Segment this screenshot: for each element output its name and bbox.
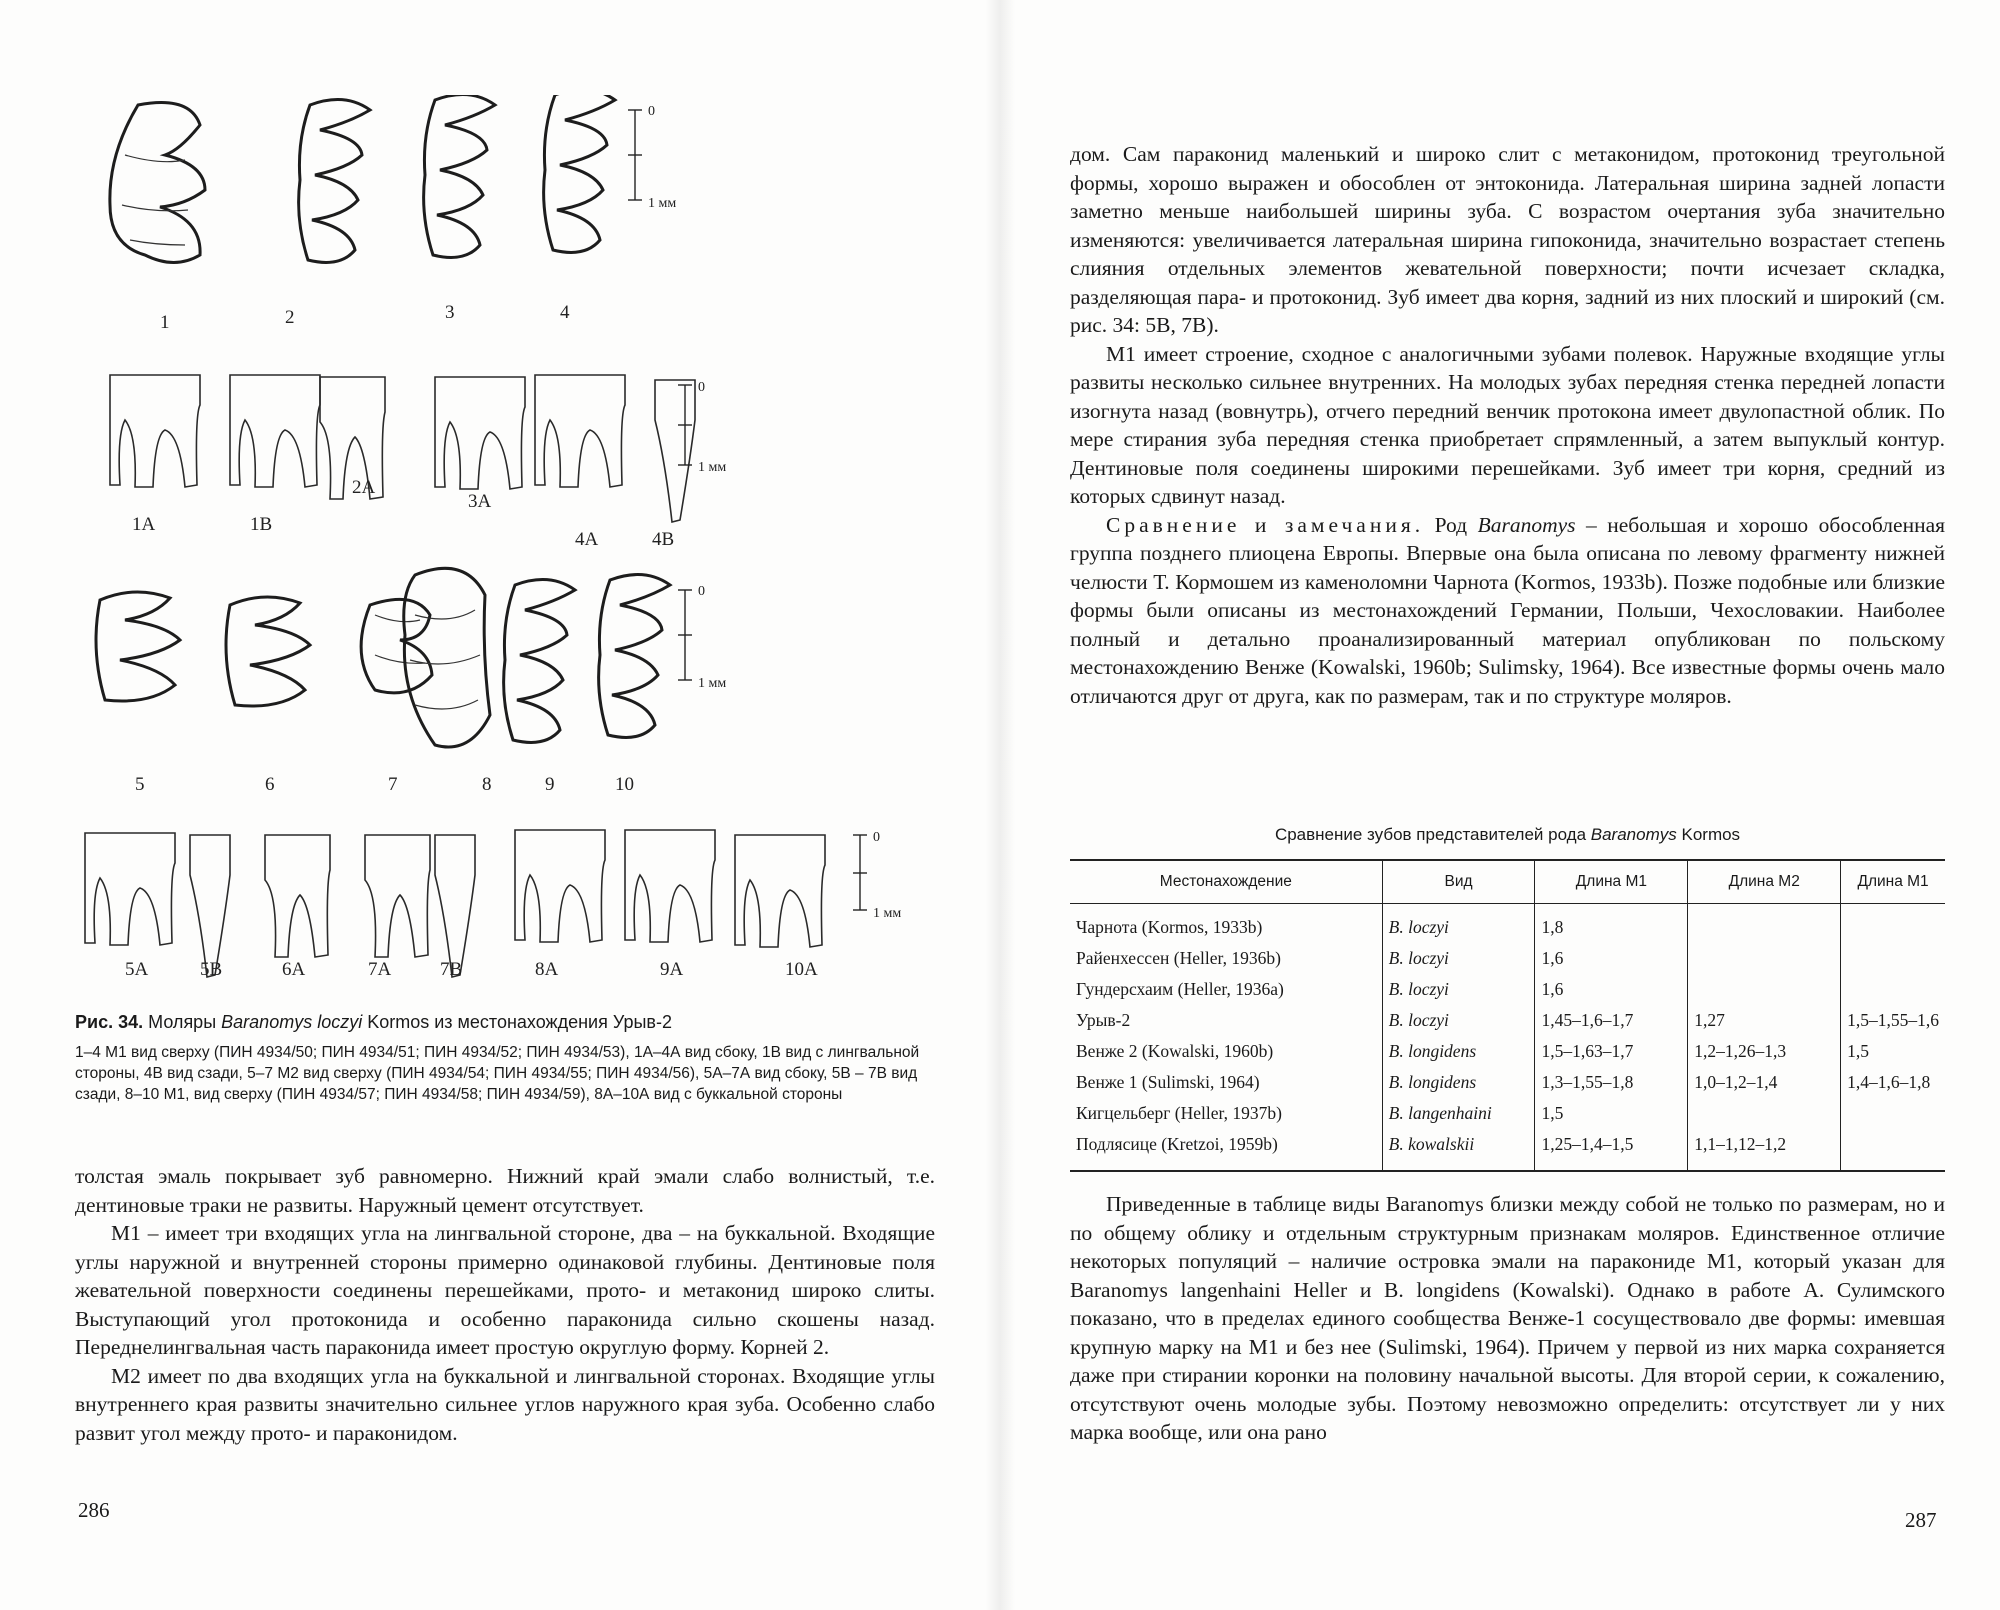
tooth-8A-buccal [515, 830, 605, 942]
figure-34 [70, 95, 950, 995]
table-cell: 1,2–1,26–1,3 [1688, 1036, 1841, 1067]
table-cell [1688, 974, 1841, 1005]
tooth-10-occlusal [599, 575, 670, 738]
tooth-4-occlusal [544, 95, 615, 252]
right-body-text-bottom [1070, 1190, 1945, 1447]
tooth-5A-side [85, 833, 175, 945]
table-cell: 1,4–1,6–1,8 [1841, 1067, 1945, 1098]
comparison-heading: Сравнение и замечания. [1106, 512, 1425, 537]
figure-label: 2 [285, 307, 295, 328]
comparison-table-block [1070, 825, 1945, 1172]
table-cell [1688, 1098, 1841, 1129]
tooth-1-occlusal [110, 103, 205, 263]
caption-title-rest: Kormos из местонахождения Урыв-2 [367, 1012, 672, 1032]
scale-bar-4 [853, 835, 867, 910]
figure-label: 5 [135, 774, 145, 795]
scale-label-zero-1: 0 [648, 104, 655, 119]
table-cell: 1,5–1,63–1,7 [1535, 1036, 1688, 1067]
column-header: Вид [1382, 860, 1535, 904]
species-name: B. kowalskii [1388, 1134, 1475, 1154]
species-name: B. loczyi [1388, 917, 1449, 937]
table-cell [1841, 1129, 1945, 1171]
table-row [1070, 1067, 1945, 1098]
table-cell: 1,5 [1535, 1098, 1688, 1129]
tooth-7-occlusal [361, 599, 432, 692]
table-title [1070, 825, 1945, 845]
comparison-table [1070, 859, 1945, 1172]
table-cell: Венже 2 (Kowalski, 1960b) [1076, 1041, 1274, 1061]
tooth-4A-side [535, 375, 625, 487]
page-number-right: 287 [1905, 1508, 1937, 1532]
tooth-10A-buccal [735, 835, 825, 947]
figure-label: 7B [440, 959, 463, 980]
table-row [1070, 943, 1945, 974]
column-header: Длина M2 [1688, 860, 1841, 904]
figure-label: 8A [535, 959, 559, 980]
scale-label-mm-4: 1 мм [873, 906, 902, 921]
tooth-1A-side [110, 375, 200, 487]
page-number-left: 286 [78, 1498, 110, 1522]
caption-body: 1–4 M1 вид сверху (ПИН 4934/50; ПИН 4934/51; ПИН 4934/52; ПИН 4934/53), 1А–4А вид сбоку, 1В вид с лингвальной стороны, 4В вид сзади, 5–7 M2 вид сверху (ПИН 4934/54; ПИН 4934/55; ПИН 4934/56), 5А–7А вид сбоку, 5В – 7В вид сзади, 8–10 M1, вид сверху (ПИН 4934/57; ПИН 4934/58; ПИН 4934/59), 8А–10А вид с буккальной стороны [75, 1044, 920, 1103]
paragraph: M1 – имеет три входящих угла на лингвальной стороне, два – на буккальной. Входящие углы наружной и внутренней стороны примерно одинаковой глубины. Дентиновые поля жевательной поверхности соединены перешейками, прото- и метаконид широко слиты. Выступающий угол протоконида и особенно параконида сильно скошены назад. Переднелингвальная часть параконида имеет простую округлую форму. Корней 2. [75, 1221, 935, 1359]
species-name: B. langenhaini [1388, 1103, 1492, 1123]
scale-label-mm-1: 1 мм [648, 196, 677, 211]
paragraph: дом. Сам параконид маленький и широко слит с метаконидом, протоконид треугольной формы, хорошо выражен и обособлен от энтоконида. Латеральная ширина задней лопасти заметно меньше наибольшей ширины зуба. С возрастом очертания зуба значительно изменяются: увеличивается латеральная ширина гипоконида, значительно возрастает степень слияния отдельных элементов жевательной поверхности; почти исчезает складка, разделяющая пара- и протоконид. Зуб имеет два корня, задний из них плоский и широкий (см. рис. 34: 5В, 7В). [1070, 142, 1945, 337]
table-cell: 1,5–1,55–1,6 [1841, 1005, 1945, 1036]
table-row [1070, 1005, 1945, 1036]
table-cell: 1,3–1,55–1,8 [1535, 1067, 1688, 1098]
table-cell [1382, 1067, 1535, 1098]
figure-label: 8 [482, 774, 492, 795]
figure-label: 7 [388, 774, 398, 795]
species-name: B. loczyi [1388, 1010, 1449, 1030]
table-cell: 1,45–1,6–1,7 [1535, 1005, 1688, 1036]
paragraph: Приведенные в таблице виды Baranomys близки между собой не только по размерам, но и по общему облику и отдельным структурным признакам моляров. Единственное отличие некоторых популяций – наличие островка эмали на паракониде M1, который указан для Baranomys langenhaini Heller и B. longidens (Kowalski). Однако в работе А. Сулимского показано, что в пределах единого сообщества Венже-1 сосуществовало две формы: имевшая крупную марку на M1 и без нее (Sulimski, 1964). Причем у первой из них марка сохраняется даже при стирании коронки на половину начальной высоты. Для второй серии, к сожалению, отсутствуют очень молодые зубы. Поэтому невозможно определить: отсутствует ли у них марка вообще, или она рано [1070, 1192, 1945, 1444]
figure-caption [75, 1010, 935, 1105]
figure-label: 5A [125, 959, 149, 980]
table-cell: Райенхессен (Heller, 1936b) [1076, 948, 1281, 968]
scale-label-zero-2: 0 [698, 380, 705, 395]
table-cell [1382, 904, 1535, 944]
caption-figure-number: Рис. 34. [75, 1012, 144, 1032]
table-cell [1841, 904, 1945, 944]
table-row [1070, 974, 1945, 1005]
right-page [1010, 0, 2000, 1610]
table-cell [1382, 1005, 1535, 1036]
table-title-author: Kormos [1681, 825, 1741, 844]
table-cell: 1,1–1,12–1,2 [1688, 1129, 1841, 1171]
figure-label: 7A [368, 959, 392, 980]
species-name: B. loczyi [1388, 948, 1449, 968]
scale-label-zero-3: 0 [698, 584, 705, 599]
table-cell: 1,27 [1688, 1005, 1841, 1036]
table-cell: Чарнота (Kormos, 1933b) [1076, 917, 1263, 937]
right-body-text-top [1070, 140, 1945, 710]
tooth-1B-lingual [230, 375, 320, 487]
table-cell [1382, 1098, 1535, 1129]
tooth-6A-side [265, 835, 330, 957]
table-title-genus: Baranomys [1590, 825, 1677, 844]
species-name: B. longidens [1388, 1041, 1477, 1061]
table-cell: 1,0–1,2–1,4 [1688, 1067, 1841, 1098]
column-header: Длина M1 [1841, 860, 1945, 904]
table-cell: Урыв-2 [1076, 1010, 1131, 1030]
figure-label: 1A [132, 514, 156, 535]
tooth-3A-side [435, 377, 525, 489]
tooth-8-occlusal [404, 568, 490, 747]
table-cell: 1,8 [1535, 904, 1688, 944]
table-row [1070, 1129, 1945, 1171]
figure-label: 9 [545, 774, 555, 795]
comparison-genus: Baranomys [1477, 512, 1576, 537]
tooth-3-occlusal [424, 95, 495, 257]
paragraph: толстая эмаль покрывает зуб равномерно. Нижний край эмали слабо волнистый, т.е. дентиновые траки не развиты. Наружный цемент отсутствует. [75, 1164, 935, 1217]
column-header: Местонахождение [1070, 860, 1382, 904]
scale-bar-3 [678, 590, 692, 680]
table-cell [1382, 974, 1535, 1005]
table-cell [1841, 943, 1945, 974]
caption-title-text: Моляры [148, 1012, 217, 1032]
table-cell [1382, 943, 1535, 974]
scale-label-zero-4: 0 [873, 830, 880, 845]
tooth-2-occlusal [299, 100, 370, 263]
table-cell [1382, 1036, 1535, 1067]
table-header-row [1070, 860, 1945, 904]
figure-label: 3A [468, 491, 492, 512]
tooth-6-occlusal [226, 597, 310, 706]
table-cell: Кигцельберг (Heller, 1937b) [1076, 1103, 1282, 1123]
figure-label: 3 [445, 302, 455, 323]
figure-label: 4 [560, 302, 570, 323]
table-row [1070, 1036, 1945, 1067]
scale-bar-1 [628, 110, 642, 200]
table-row [1070, 904, 1945, 944]
tooth-5B-posterior [190, 835, 230, 977]
figure-label: 1 [160, 312, 170, 333]
tooth-4B-posterior [655, 380, 695, 522]
figure-label: 1B [250, 514, 273, 535]
left-page [0, 0, 990, 1610]
tooth-9-occlusal [504, 580, 575, 743]
paragraph: M1 имеет строение, сходное с аналогичными зубами полевок. Наружные входящие углы развиты несколько сильнее внутренних. На молодых зубах передняя стенка передней лопасти изогнута назад (вовнутрь), отчего передний венчик протокона имеет двулопастной облик. По мере стирания зуба передняя стенка приобретает спрямленный, а затем выпуклый контур. Дентиновые поля соединены широкими перешейками. Зуб имеет три корня, средний из которых сдвинут назад. [1070, 341, 1945, 508]
table-row [1070, 1098, 1945, 1129]
table-cell: 1,6 [1535, 974, 1688, 1005]
paragraph: M2 имеет по два входящих угла на буккальной и лингвальной сторонах. Входящие углы внутреннего края развиты значительно сильнее углов наружного края зуба. Особенно слабо развит угол между прото- и параконидом. [75, 1363, 935, 1445]
figure-label: 10A [785, 959, 818, 980]
table-cell: 1,6 [1535, 943, 1688, 974]
tooth-7B-posterior [435, 835, 475, 977]
figure-label: 4A [575, 529, 599, 550]
figure-label: 10 [615, 774, 634, 795]
figure-label: 9A [660, 959, 684, 980]
caption-title [75, 1010, 935, 1034]
table-cell: Подлясице (Kretzoi, 1959b) [1070, 1129, 1382, 1171]
comparison-paragraph [1070, 511, 1945, 711]
figure-label: 6 [265, 774, 275, 795]
tooth-9A-buccal [625, 830, 715, 942]
comparison-genus-prefix: Род [1434, 512, 1468, 537]
figure-label: 2A [352, 477, 376, 498]
species-name: B. longidens [1388, 1072, 1477, 1092]
table-cell: Венже 1 (Sulimski, 1964) [1076, 1072, 1260, 1092]
table-cell: Гундерсхаим (Heller, 1936a) [1076, 979, 1284, 999]
left-body-text [75, 1162, 935, 1447]
scale-label-mm-2: 1 мм [698, 460, 727, 475]
column-header: Длина M1 [1535, 860, 1688, 904]
tooth-7A-side [365, 835, 430, 957]
table-cell [1841, 974, 1945, 1005]
table-cell [1688, 943, 1841, 974]
table-cell [1688, 904, 1841, 944]
table-title-text: Сравнение зубов представителей рода [1274, 825, 1587, 844]
scale-label-mm-3: 1 мм [698, 676, 727, 691]
species-name: B. loczyi [1388, 979, 1449, 999]
caption-species: Baranomys loczyi [221, 1012, 363, 1032]
figure-label: 4B [652, 529, 675, 550]
figure-label: 6A [282, 959, 306, 980]
table-cell [1841, 1098, 1945, 1129]
tooth-5-occlusal [96, 592, 180, 701]
comparison-text: – небольшая и хорошо обособленная группа позднего плиоцена Европы. Впервые она была описана по левому фрагменту нижней челюсти Т. Кормошем из каменоломни Чарнота (Kormos, 1933b). Позже подобные или близкие формы были описаны из местонахождений Германии, Польши, Чехословакии. Наиболее полный и детально проанализированный материал опубликован по польскому местонахождению Венже (Kowalski, 1960b; Sulimsky, 1964). Все известные формы очень мало отличаются друг от друга, как по размерам, так и по структуре моляров. [1070, 512, 1946, 708]
table-cell: 1,25–1,4–1,5 [1535, 1129, 1688, 1171]
table-cell [1382, 1129, 1535, 1171]
molar-drawings [70, 95, 950, 995]
table-cell: 1,5 [1841, 1036, 1945, 1067]
figure-label: 5B [200, 959, 223, 980]
